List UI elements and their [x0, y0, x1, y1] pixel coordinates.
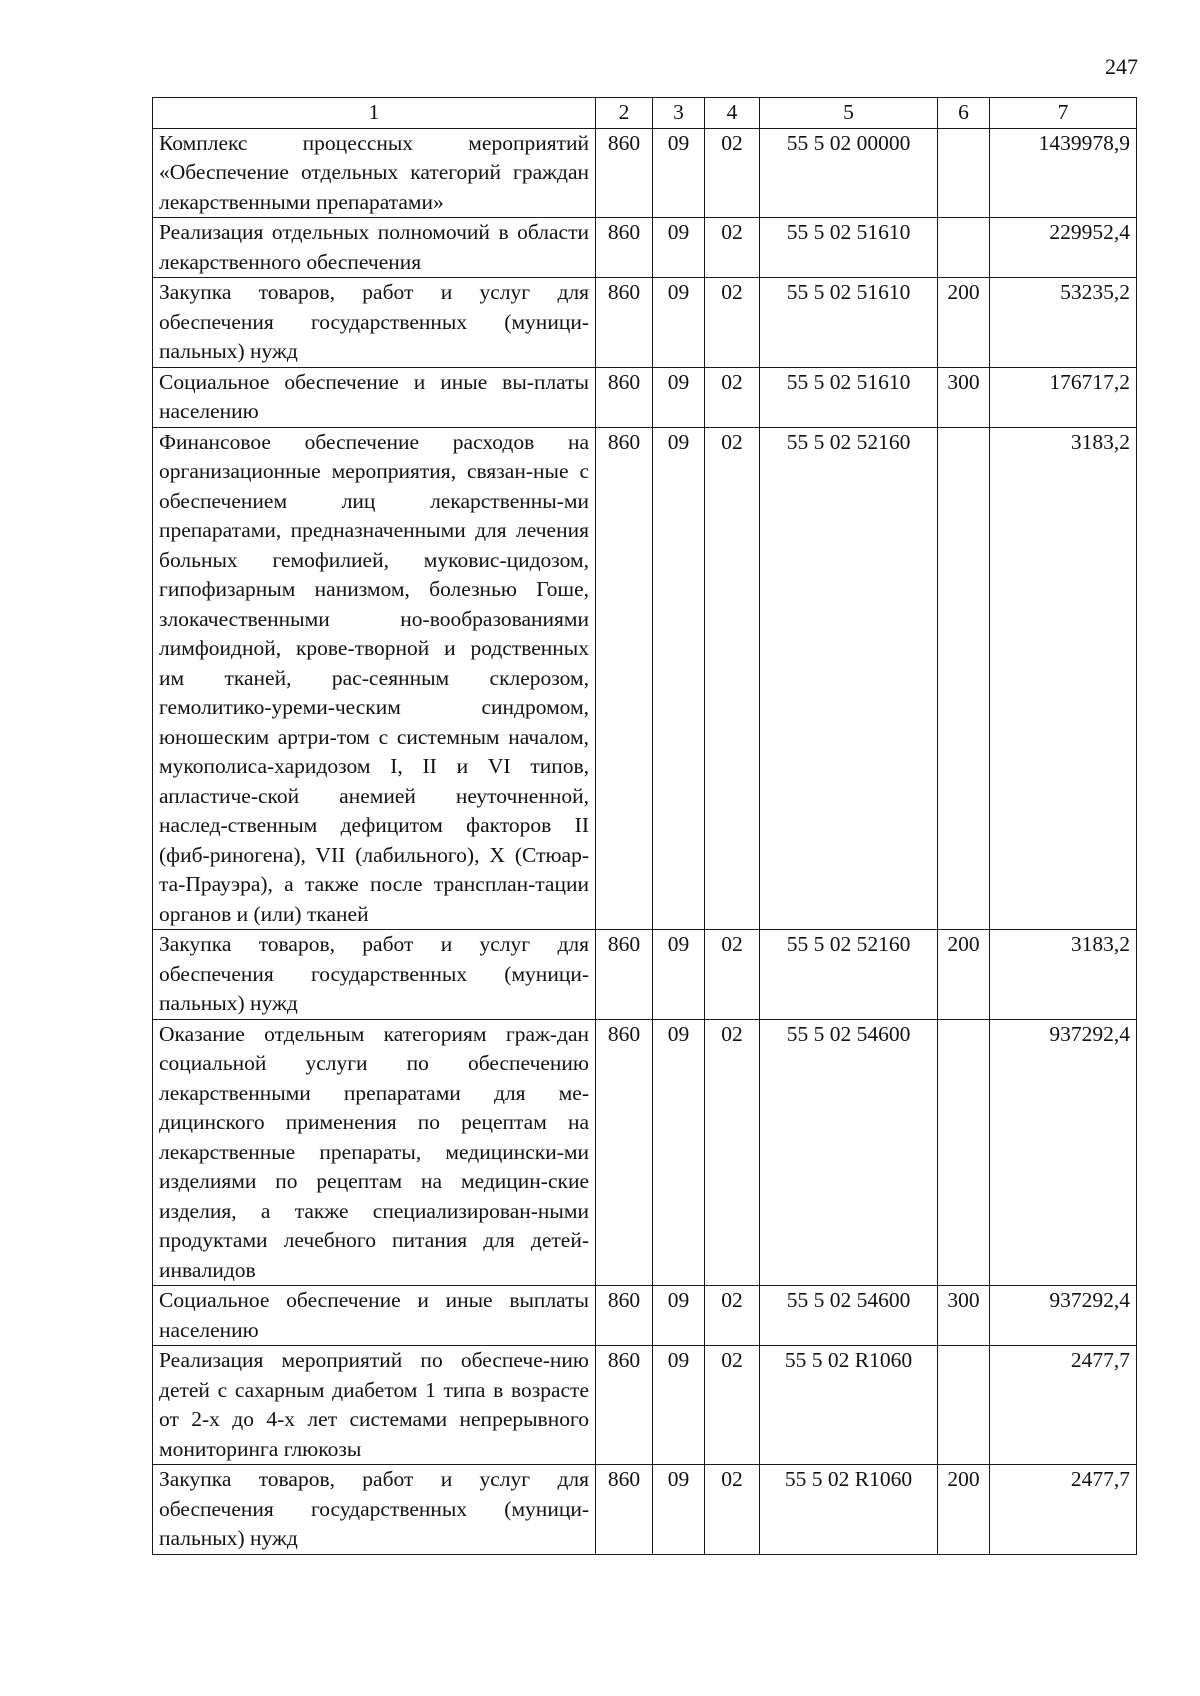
row-section-cell: 09 [653, 128, 705, 218]
row-code-cell: 860 [596, 367, 653, 427]
header-row [153, 98, 1137, 129]
column-header: 2 [596, 98, 653, 129]
column-header: 7 [990, 98, 1137, 129]
row-code-cell: 860 [596, 278, 653, 368]
row-target-cell: 55 5 02 52160 [760, 930, 938, 1020]
row-name-cell: Финансовое обеспечение расходов на организационные мероприятия, связан-ные с обеспечением лиц лекарственны-ми препаратами, предназначенными для лечения больных гемофилией, муковис-цидозом, гипофизарным нанизмом, болезнью Гоше, злокачественными но-вообразованиями лимфоидной, крове-творной и родственных им тканей, рас-сеянным склерозом, гемолитико-уреми-ческим синдромом, юношеским артри-том с системным началом, мукополиса-харидозом I, II и VI типов, апластиче-ской анемией неуточненной, наслед-ственным дефицитом факторов II (фиб-риногена), VII (лабильного), X (Стюар-та-Прауэра), а также после трансплан-тации органов и (или) тканей [153, 427, 596, 930]
row-target-cell: 55 5 02 00000 [760, 128, 938, 218]
row-target-cell: 55 5 02 R1060 [760, 1465, 938, 1555]
row-section-cell: 09 [653, 427, 705, 930]
table-row [153, 367, 1137, 427]
row-subsection-cell: 02 [705, 427, 760, 930]
row-expense-type-cell: 200 [938, 930, 990, 1020]
row-target-cell: 55 5 02 52160 [760, 427, 938, 930]
row-section-cell: 09 [653, 1346, 705, 1465]
row-amount-cell: 937292,4 [990, 1286, 1137, 1346]
row-code-cell: 860 [596, 427, 653, 930]
row-subsection-cell: 02 [705, 930, 760, 1020]
row-expense-type-cell [938, 427, 990, 930]
row-subsection-cell: 02 [705, 128, 760, 218]
row-expense-type-cell: 200 [938, 1465, 990, 1555]
row-amount-cell: 1439978,9 [990, 128, 1137, 218]
row-expense-type-cell: 300 [938, 1286, 990, 1346]
page-number: 247 [1105, 54, 1138, 79]
table-row [153, 218, 1137, 278]
row-section-cell: 09 [653, 278, 705, 368]
row-subsection-cell: 02 [705, 218, 760, 278]
row-name-cell: Реализация отдельных полномочий в области лекарственного обеспечения [153, 218, 596, 278]
row-name-cell: Комплекс процессных мероприятий «Обеспечение отдельных категорий граждан лекарственными препаратами» [153, 128, 596, 218]
row-amount-cell: 2477,7 [990, 1465, 1137, 1555]
row-subsection-cell: 02 [705, 367, 760, 427]
row-section-cell: 09 [653, 1286, 705, 1346]
table-row [153, 1465, 1137, 1555]
row-name-cell: Закупка товаров, работ и услуг для обеспечения государственных (муници-пальных) нужд [153, 278, 596, 368]
row-amount-cell: 3183,2 [990, 930, 1137, 1020]
row-expense-type-cell: 300 [938, 367, 990, 427]
row-amount-cell: 937292,4 [990, 1019, 1137, 1286]
row-code-cell: 860 [596, 930, 653, 1020]
row-section-cell: 09 [653, 930, 705, 1020]
table-row [153, 1019, 1137, 1286]
row-target-cell: 55 5 02 51610 [760, 218, 938, 278]
row-code-cell: 860 [596, 1465, 653, 1555]
row-name-cell: Оказание отдельным категориям граж-дан социальной услуги по обеспечению лекарственными препаратами для ме-дицинского применения по рецептам на лекарственные препараты, медицински-ми изделиями по рецептам на медицин-ские изделия, а также специализирован-ными продуктами лечебного питания для детей-инвалидов [153, 1019, 596, 1286]
row-section-cell: 09 [653, 1465, 705, 1555]
row-name-cell: Социальное обеспечение и иные вы-платы населению [153, 367, 596, 427]
table-row [153, 930, 1137, 1020]
row-expense-type-cell [938, 1019, 990, 1286]
table-body [153, 128, 1137, 1554]
table-row [153, 1286, 1137, 1346]
row-amount-cell: 176717,2 [990, 367, 1137, 427]
row-target-cell: 55 5 02 51610 [760, 278, 938, 368]
row-target-cell: 55 5 02 54600 [760, 1286, 938, 1346]
row-code-cell: 860 [596, 218, 653, 278]
table-row [153, 1346, 1137, 1465]
row-amount-cell: 2477,7 [990, 1346, 1137, 1465]
row-subsection-cell: 02 [705, 278, 760, 368]
row-subsection-cell: 02 [705, 1346, 760, 1465]
row-name-cell: Реализация мероприятий по обеспече-нию детей с сахарным диабетом 1 типа в возрасте от 2-х до 4-х лет системами непрерывного мониторинга глюкозы [153, 1346, 596, 1465]
row-expense-type-cell [938, 1346, 990, 1465]
row-code-cell: 860 [596, 1346, 653, 1465]
table-row [153, 278, 1137, 368]
column-header: 5 [760, 98, 938, 129]
row-expense-type-cell [938, 218, 990, 278]
row-amount-cell: 229952,4 [990, 218, 1137, 278]
column-header: 6 [938, 98, 990, 129]
column-header: 3 [653, 98, 705, 129]
column-header: 4 [705, 98, 760, 129]
row-expense-type-cell: 200 [938, 278, 990, 368]
row-target-cell: 55 5 02 R1060 [760, 1346, 938, 1465]
row-code-cell: 860 [596, 1019, 653, 1286]
row-section-cell: 09 [653, 218, 705, 278]
row-code-cell: 860 [596, 1286, 653, 1346]
row-name-cell: Закупка товаров, работ и услуг для обеспечения государственных (муници-пальных) нужд [153, 1465, 596, 1555]
row-expense-type-cell [938, 128, 990, 218]
row-name-cell: Закупка товаров, работ и услуг для обеспечения государственных (муници-пальных) нужд [153, 930, 596, 1020]
row-target-cell: 55 5 02 51610 [760, 367, 938, 427]
row-subsection-cell: 02 [705, 1465, 760, 1555]
row-subsection-cell: 02 [705, 1019, 760, 1286]
column-header: 1 [153, 98, 596, 129]
row-code-cell: 860 [596, 128, 653, 218]
row-amount-cell: 53235,2 [990, 278, 1137, 368]
row-section-cell: 09 [653, 367, 705, 427]
budget-table [152, 97, 1137, 1555]
row-name-cell: Социальное обеспечение и иные выплаты населению [153, 1286, 596, 1346]
row-target-cell: 55 5 02 54600 [760, 1019, 938, 1286]
row-section-cell: 09 [653, 1019, 705, 1286]
table-row [153, 427, 1137, 930]
row-amount-cell: 3183,2 [990, 427, 1137, 930]
row-subsection-cell: 02 [705, 1286, 760, 1346]
table-row [153, 128, 1137, 218]
